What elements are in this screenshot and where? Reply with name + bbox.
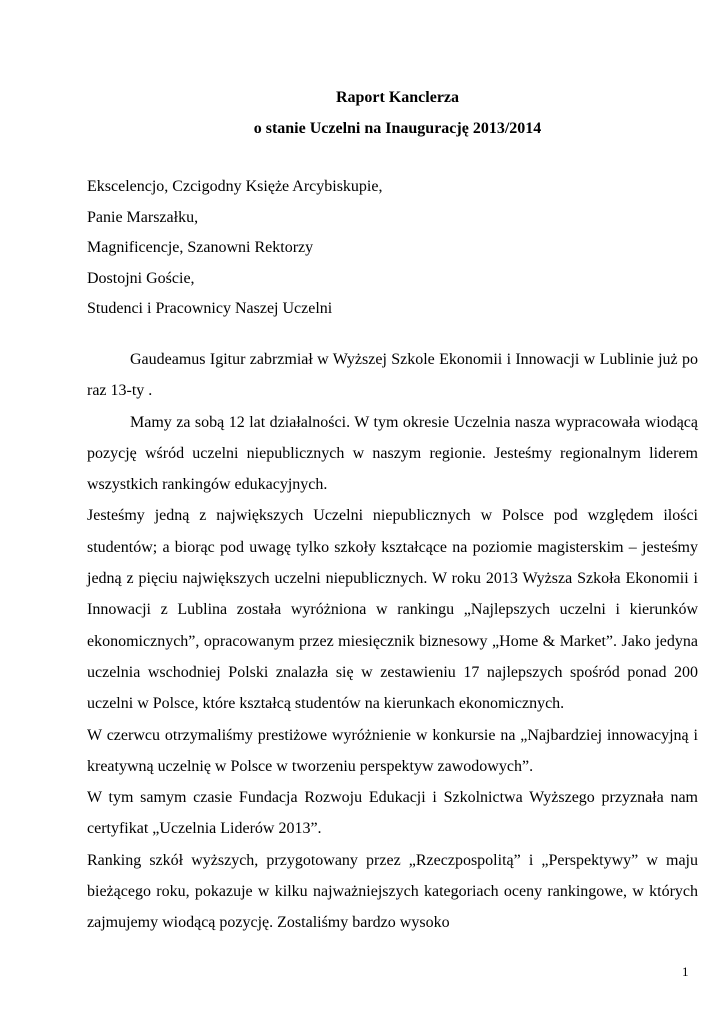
salutation-line: Dostojni Goście, [87,269,195,287]
salutation-block [87,172,382,325]
document-title: Raport Kanclerza [335,89,460,106]
salutation-line: Panie Marszałku, [87,208,199,226]
salutation-line: Ekscelencjo, Czcigodny Księże Arcybiskupie, [87,178,383,195]
salutation-line: Magnificencje, Szanowni Rektorzy [87,239,314,256]
paragraph: Ranking szkół wyższych, przygotowany przez „Rzeczpospolitą” i „Perspektywy” w maju bieżącego roku, pokazuje w kilku najważniejszych kategoriach oceny rankingowe, w których zajmujemy wiodącą pozycję. Zostaliśmy bardzo wysoko [87,851,698,932]
paragraph: W tym samym czasie Fundacja Rozwoju Edukacji i Szkolnictwa Wyższego przyznała nam certyfikat „Uczelnia Liderów 2013”. [87,789,698,838]
document-subtitle: o stanie Uczelni na Inaugurację 2013/2014 [253,120,542,137]
body-text [87,344,698,939]
salutation-line: Studenci i Pracownicy Naszej Uczelni [87,300,333,317]
paragraph: W czerwcu otrzymaliśmy prestiżowe wyróżnienie w konkursie na „Najbardziej innowacyjną i kreatywną uczelnię w Polsce w tworzeniu perspektyw zawodowych”. [87,726,698,775]
paragraph: Jesteśmy jedną z największych Uczelni niepublicznych w Polsce pod względem ilości studentów; a biorąc pod uwagę tylko szkoły kształcące na poziomie magisterskim – jesteśmy jedną z pięciu największych uczelni niepublicznych. W roku 2013 Wyższa Szkoła Ekonomii i Innowacji z Lublina została wyróżniona w rankingu „Najlepszych uczelni i kierunków ekonomicznych”, opracowanym przez miesięcznik biznesowy „Home & Market”. Jako jedyna uczelnia wschodniej Polski znalazła się w zestawieniu 17 najlepszych spośród ponad 200 uczelni w Polsce, które kształcą studentów na kierunkach ekonomicznych. [87,507,698,713]
paragraph: Gaudeamus Igitur zabrzmiał w Wyższej Szkole Ekonomii i Innowacji w Lublinie już po raz 13-ty . [87,351,698,400]
paragraph: Mamy za sobą 12 lat działalności. W tym okresie Uczelnia nasza wypracowała wiodącą pozycję wśród uczelni niepublicznych w naszym regionie. Jesteśmy regionalnym liderem wszystkich rankingów edukacyjnych. [87,413,698,494]
page-number: 1 [682,964,689,979]
